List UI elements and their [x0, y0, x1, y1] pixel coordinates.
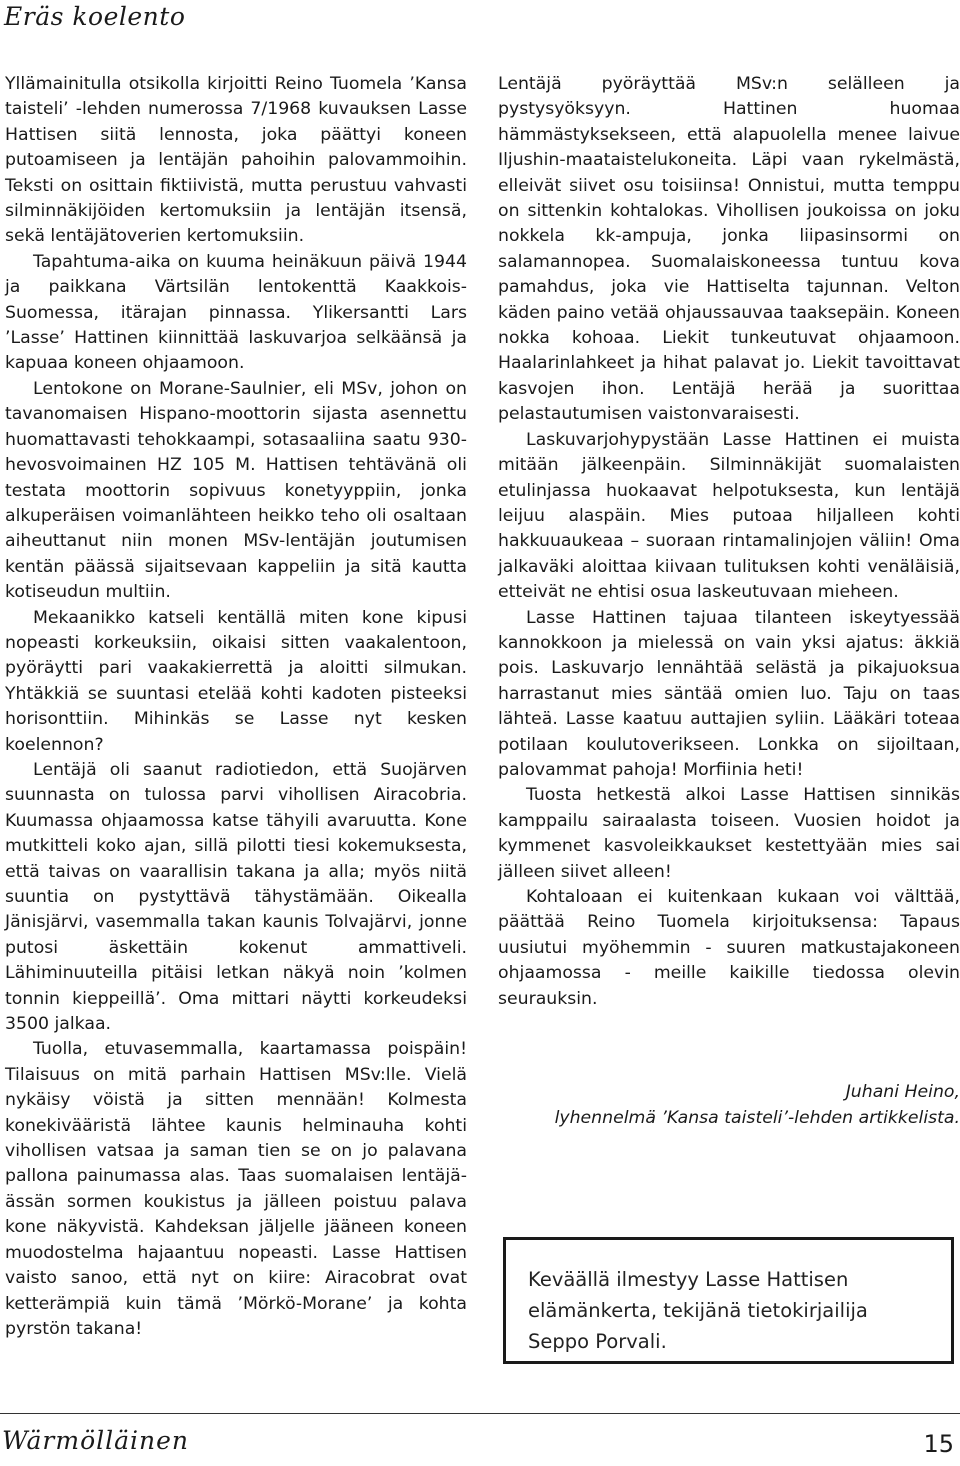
paragraph: Tuosta hetkestä alkoi Lasse Hattisen sinnikäs kamppailu sairaalasta toiseen. Vuosien hoidot ja kymmenet kasvoleikkaukset kestettyään mies sai jälleen siivet alleen! [498, 785, 960, 882]
page-number: 15 [923, 1430, 954, 1458]
paragraph: Laskuvarjohypystään Lasse Hattinen ei muista mitään jälkeenpäin. Silminnäkijät suomalaisten etulinjassa huokaavat helpotuksesta, kun lentäjä leijuu alaspäin. Mies putoaa hiljalleen kohti hakkuuaukeaa – suoraan rintamalinjojen väliin! Oma jalkaväki aloittaa kiivaan tulituksen kohti venäläisiä, etteivät ne ehtisi osua laskeutuvaan mieheen. [498, 429, 960, 603]
paragraph: Lentäjä pyöräyttää MSv:n selälleen ja pystysyöksyyn. Hattinen huomaa hämmästyksekseen, että alapuolella menee laivue Iljushin-maataistelukoneita. Läpi vaan rykelmästä, elleivät siivet osu toisiinsa! Onnistui, mutta temppu on sittenkin kohtalokas. Vihollisen joukoissa on joku nokkela kk-ampuja, jonka liipasinsormi on salamannopea. Suomalaiskoneessa tuntuu kova pamahdus, joka vie Hattiselta tajunnan. Velton käden paino vetää ohjaussauvaa taaksepäin. Koneen nokka kohoaa. Liekit tunkeutuvat ohjaamoon. Haalarinlahkeet ja hihat palavat jo. Liekit tavoittavat kasvojen ihon. Lentäjä herää ja suorittaa pelastautumisen vaistonvaraisesti. [498, 74, 960, 425]
paragraph: Yllämainitulla otsikolla kirjoitti Reino Tuomela ’Kansa taisteli’ -lehden numerossa 7/1968 kuvauksen Lasse Hattisen siitä lennosta, joka päättyi koneen putoamiseen ja lentäjän pahoihin palovammoihin. Teksti on osittain fiktiivistä, mutta perustuu vahvasti silminnäkijöiden kertomuksiin ja lentäjän itsensä, sekä lentäjätoverien kertomuksiin. [5, 74, 467, 247]
info-box [503, 1237, 954, 1364]
paragraph: Mekaanikko katseli kentällä miten kone kipusi nopeasti korkeuksiin, oikaisi sitten vaakalentoon, pyöräytti pari vaakakierrettä ja aloitti silmukan. Yhtäkkiä se suuntasi etelää kohti kadoten pisteeksi horisonttiin. Mihinkäs se Lasse nyt kesken koelennon? [5, 607, 467, 755]
magazine-logo: Wärmölläinen [2, 1426, 190, 1455]
paragraph: Tuolla, etuvasemmalla, kaartamassa poispäin! Tilaisuus on mitä parhain Hattisen MSv:lle. Vielä nykäisy vöistä ja sitten mennään! Kolmesta konekivääristä lähtee kaunis helminauha kohti vihollisen vatsaa ja saman tien se on jo palavana pallona painumassa alas. Taas suomalaisen lentäjä-ässän sormen koukistus ja jälleen poistuu palava kone näkyvistä. Kahdeksan jäljelle jääneen koneen muodostelma hajaantuu nopeasti. Lasse Hattisen vaisto sanoo, että nyt on kiire: Airacobrat ovat ketterämpiä kuin tämä ’Mörkö-Morane’ ja kohta pyrstön takana! [5, 1039, 467, 1339]
info-box-text: Keväällä ilmestyy Lasse Hattisen elämänkerta, tekijänä tietokirjailija Seppo Porvali. [528, 1268, 868, 1353]
left-column [5, 72, 467, 1342]
signature [498, 1080, 960, 1131]
paragraph: Lentäjä oli saanut radiotiedon, että Suojärven suunnasta on tulossa parvi vihollisen Airacobria. Kuumassa ohjaamossa katse tähyili avaruutta. Kone mutkitteli koko ajan, sillä pilotti tiesi kokemuksesta, että taivas on vaarallisin takana ja alla; myös niitä suuntia on pystyttävä tähystämään. Oikealla Jänisjärvi, vasemmalla takan kaunis Tolvajärvi, jonne putosi äskettäin kokenut ammattiveli. Lähiminuuteilla pitäisi letkan näkyä noin ’kolmen tonnin kieppeillä’. Oma mittari näytti korkeudeksi 3500 jalkaa. [5, 759, 467, 1035]
paragraph: Tapahtuma-aika on kuuma heinäkuun päivä 1944 ja paikkana Värtsilän lentokenttä Kaakkois-Suomessa, itärajan pinnassa. Ylikersantti Lars ’Lasse’ Hattinen kiinnittää laskuvarjoa selkäänsä ja kapuaa koneen ohjaamoon. [5, 251, 467, 374]
page-title: Eräs koelento [4, 2, 186, 31]
right-column [498, 72, 960, 1012]
signature-author: Juhani Heino, [845, 1082, 960, 1102]
paragraph: Lentokone on Morane-Saulnier, eli MSv, johon on tavanomaisen Hispano-moottorin sijasta asennettu huomattavasti tehokkaampi, sotasaaliina saatu 930-hevosvoimainen HZ 105 M. Hattisen tehtävänä oli testata moottorin sopivuus konetyyppiin, jonka alkuperäisen voimanlähteen heikko teho oli osaltaan aiheuttanut niin monen MSv-lentäjän joutumisen kentän päässä sijaitsevaan kappeliin ja sitä kautta kotiseudun multiin. [5, 378, 467, 603]
signature-note: lyhennelmä ’Kansa taisteli’-lehden artikkelista. [554, 1107, 960, 1128]
footer-divider [0, 1413, 960, 1414]
paragraph: Lasse Hattinen tajuaa tilanteen iskeytyessää kannokkoon ja mielessä on vain yksi ajatus: äkkiä pois. Laskuvarjo lennähtää selästä ja pikajuoksua harrastanut mies säntää omien luo. Taju on taas lähteä. Lasse kaatuu auttajien syliin. Lääkäri toteaa potilaan koulutoverikseen. Lonkka on sijoiltaan, palovammat pahoja! Morfiinia heti! [498, 607, 960, 780]
paragraph: Kohtaloaan ei kuitenkaan kukaan voi välttää, päättää Reino Tuomela kirjoituksensa: Tapaus uusiutui myöhemmin - suuren matkustajakoneen ohjaamossa - meille kaikille tiedossa olevin seurauksin. [498, 887, 960, 1009]
